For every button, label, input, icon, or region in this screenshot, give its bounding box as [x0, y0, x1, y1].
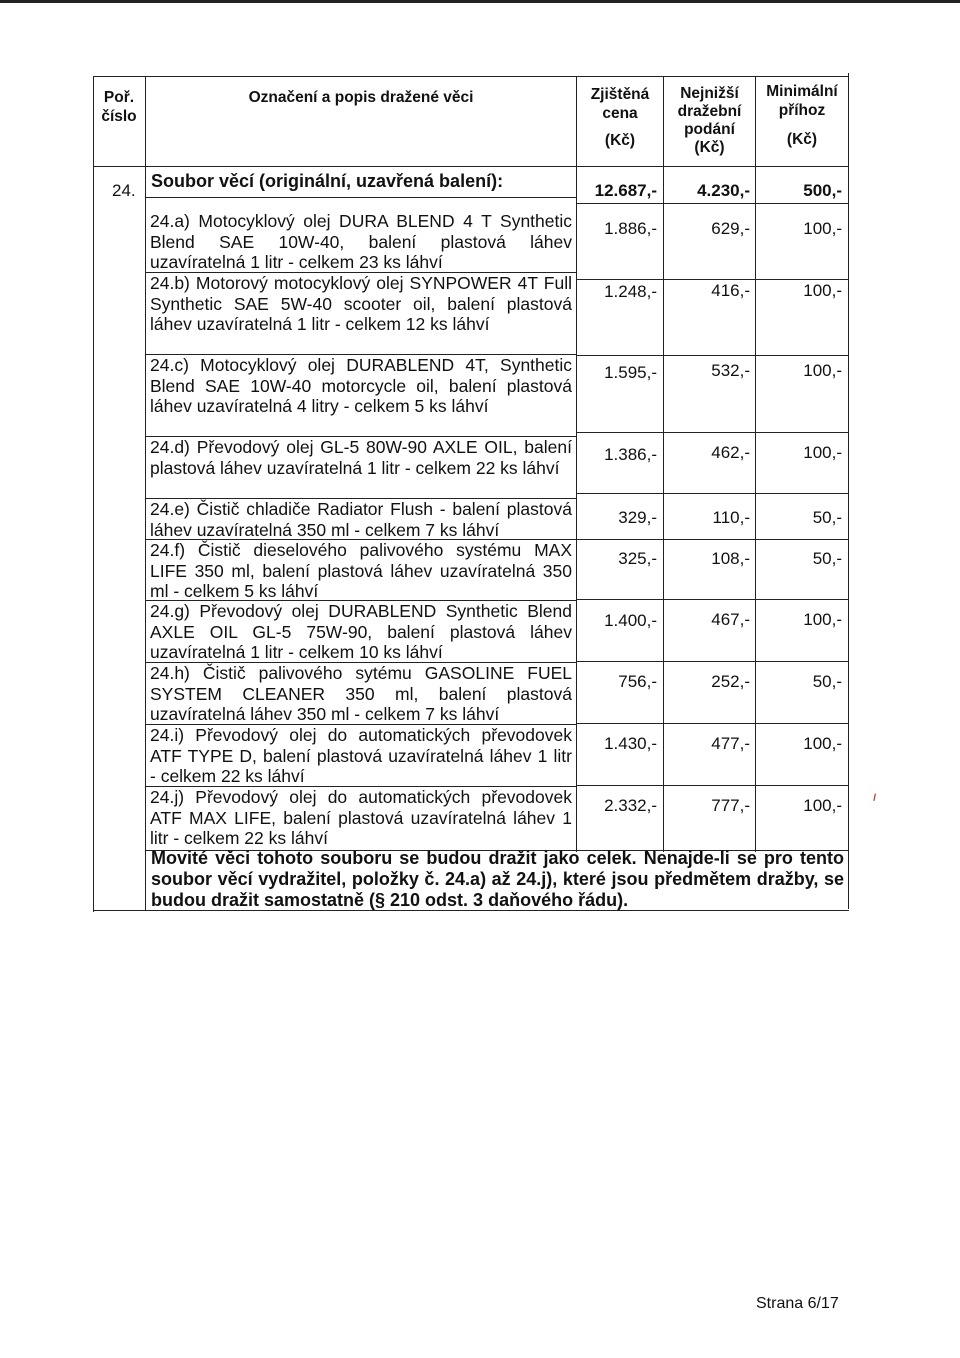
item-increment: 100,-: [803, 219, 842, 238]
item-description: 24.d) Převodový olej GL-5 80W-90 AXLE OIL, balení plastová láhev uzavíratelná 1 litr - celkem 22 ks láhví: [150, 437, 572, 478]
page-number: Strana 6/17: [756, 1295, 839, 1312]
item-increment: 100,-: [803, 361, 842, 380]
item-description: 24.h) Čistič palivového sytému GASOLINE FUEL SYSTEM CLEANER 350 ml, balení plastová uzavíratelná láhev 350 ml - celkem 7 ks láhví: [150, 663, 572, 724]
item-increment: 50,-: [812, 549, 842, 568]
item-min-bid: 629,-: [711, 219, 750, 238]
item-price: 1.386,-: [604, 445, 657, 464]
item-increment: 50,-: [812, 508, 842, 527]
group-price: 12.687,-: [594, 181, 657, 200]
item-price: 1.430,-: [604, 734, 657, 753]
item-increment: 100,-: [803, 281, 842, 300]
item-min-bid: 108,-: [711, 549, 750, 568]
item-min-bid: 477,-: [711, 734, 750, 753]
scan-top-edge: [0, 0, 960, 3]
group-increment: 500,-: [803, 181, 842, 200]
item-min-bid: 462,-: [711, 443, 750, 462]
item-increment: 100,-: [803, 610, 842, 629]
header-col-price: Zjištěná cena (Kč): [590, 86, 650, 149]
item-description: 24.f) Čistič dieselového palivového systému MAX LIFE 350 ml, balení plastová láhev uzavíratelná 350 ml - celkem 5 ks láhví: [150, 540, 572, 601]
item-price: 329,-: [618, 508, 657, 527]
item-price: 1.248,-: [604, 282, 657, 301]
item-description: 24.b) Motorový motocyklový olej SYNPOWER 4T Full Synthetic SAE 5W-40 scooter oil, balení plastová láhev uzavíratelná 1 litr - celkem 12 ks láhví: [150, 273, 572, 334]
item-price: 325,-: [618, 549, 657, 568]
item-description: 24.j) Převodový olej do automatických převodovek ATF MAX LIFE, balení plastová uzavíratelná láhev 1 litr - celkem 22 ks láhví: [150, 787, 572, 848]
item-price: 1.886,-: [604, 219, 657, 238]
footer-note: Movité věci tohoto souboru se budou dražit jako celek. Nenajde-li se pro tento soubor věcí vydražitel, položky č. 24.a) až 24.j), které jsou předmětem dražby, se budou dražit samostatně (§ 210 odst. 3 daňového řádu).: [151, 848, 844, 910]
group-number: 24.: [112, 181, 136, 200]
item-increment: 50,-: [812, 672, 842, 691]
header-col-description: Označení a popis dražené věci: [248, 89, 474, 106]
item-min-bid: 532,-: [711, 361, 750, 380]
item-description: 24.e) Čistič chladiče Radiator Flush - balení plastová láhev uzavíratelná 350 ml - celkem 7 ks láhví: [150, 499, 572, 540]
item-price: 2.332,-: [604, 796, 657, 815]
item-min-bid: 777,-: [711, 796, 750, 815]
item-min-bid: 416,-: [711, 281, 750, 300]
item-description: 24.a) Motocyklový olej DURA BLEND 4 T Synthetic Blend SAE 10W-40, balení plastová láhev uzavíratelná 1 litr - celkem 23 ks láhví: [150, 211, 572, 272]
item-increment: 100,-: [803, 443, 842, 462]
item-increment: 100,-: [803, 796, 842, 815]
header-col-increment: Minimální příhoz (Kč): [766, 83, 838, 148]
item-min-bid: 252,-: [711, 672, 750, 691]
item-increment: 100,-: [803, 734, 842, 753]
item-description: 24.c) Motocyklový olej DURABLEND 4T, Synthetic Blend SAE 10W-40 motorcycle oil, balení plastová láhev uzavíratelná 4 litry - celkem 5 ks láhví: [150, 355, 572, 416]
item-min-bid: 467,-: [711, 610, 750, 629]
item-description: 24.g) Převodový olej DURABLEND Synthetic Blend AXLE OIL GL-5 75W-90, balení plastová láhev uzavíratelná 1 litr - celkem 10 ks láhví: [150, 601, 572, 662]
item-description: 24.i) Převodový olej do automatických převodovek ATF TYPE D, balení plastová uzavíratelná láhev 1 litr - celkem 22 ks láhví: [150, 725, 572, 786]
handwritten-tick-mark: ı: [871, 787, 879, 805]
group-title: Soubor věcí (originální, uzavřená balení):: [151, 171, 504, 191]
header-col-min-bid: Nejnižší dražební podání (Kč): [677, 85, 742, 156]
item-price: 1.400,-: [604, 611, 657, 630]
item-price: 1.595,-: [604, 363, 657, 382]
header-col-number: Poř. číslo: [101, 89, 137, 125]
item-min-bid: 110,-: [712, 508, 750, 527]
group-min-bid: 4.230,-: [697, 181, 750, 200]
item-price: 756,-: [618, 672, 657, 691]
